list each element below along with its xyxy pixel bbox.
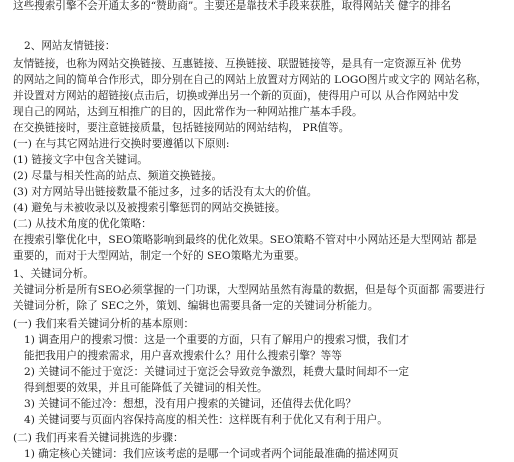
doc-line: 的网站之间的简单合作形式，即分别在自己的网站上放置对方网站的 LOGO图片或文字的 网站名称， [13, 74, 487, 86]
doc-line: 并设置对方网站的超链接(点击后，切换或弹出另一个新的页面)，使得用户可以 从合作网站中发 [13, 90, 459, 102]
subsection-heading: (一) 在与其它网站进行交换时要遵循以下原则: [13, 138, 230, 150]
doc-line: 关键词分析是所有SEO必须掌握的一门功课，大型网站虽然有海量的数据，但是每个页面都 需要进行 [13, 284, 485, 296]
list-item: 1) 确定核心关键词：我们应该考虑的是哪一个词或者两个词能最准确的描述网页 [24, 448, 399, 460]
list-item: (3) 对方网站导出链接数量不能过多，过多的话没有太大的价值。 [13, 186, 318, 198]
list-item-continuation: 能把我用户的搜索需求，用户喜欢搜索什么？用什么搜索引擎？等等 [24, 350, 342, 362]
list-item: 1) 调查用户的搜索习惯：这是一个重要的方面，只有了解用户的搜索习惯，我们才 [24, 334, 410, 346]
doc-line: 友情链接，也称为网站交换链接、互惠链接、互换链接、联盟链接等，是具有一定资源互补 优势 [13, 58, 462, 70]
section-heading: 2、网站友情链接： [24, 40, 116, 52]
section-heading: 1、关键词分析。 [13, 268, 94, 280]
list-item: 3) 关键词不能过冷：想想，没有用户搜索的关键词，还值得去优化吗？ [24, 398, 357, 410]
list-item: (1) 链接文字中包含关键词。 [13, 154, 148, 166]
subsection-heading: (一) 我们来看关键词分析的基本原则： [13, 318, 195, 330]
doc-line: 这些搜索引擎不会开通太多的“赞助商”。主要还是靠技术手段来获胜，取得网站关 健字的排名 [13, 0, 451, 12]
list-item: 4) 关键词要与页面内容保持高度的相关性：这样既有利于优化又有利于用户。 [24, 414, 388, 426]
subsection-heading: (二) 从技术角度的优化策略： [13, 218, 152, 230]
list-item-continuation: 得到想要的效果，并且可能降低了关键词的相关性。 [24, 382, 268, 394]
list-item: 2) 关键词不能过于宽泛：关键词过于宽泛会导致竞争激烈，耗费大量时间却不一定 [24, 366, 410, 378]
doc-line: 在交换链接时，要注意链接质量，包括链接网站的网站结构， PR值等。 [13, 122, 350, 134]
doc-line: 现自己的网站，达到互相推广的目的，因此常作为一种网站推广基本手段。 [13, 106, 363, 118]
doc-line: 在搜索引擎优化中，SEO策略影响到最终的优化效果。SEO策略不管对中小网站还是大型网站 都是 [13, 234, 477, 246]
doc-line: 关键词分析，除了 SEC之外，策划、编辑也需要具备一定的关键词分析能力。 [13, 300, 379, 312]
list-item: (4) 避免与未被收录以及被搜索引擎惩罚的网站交换链接。 [13, 202, 286, 214]
list-item: (2) 尽量与相关性高的站点、频道交换链接。 [13, 170, 223, 182]
doc-line: 重要的，而对于大型网站，制定一个好的 SEO策略尤为重要。 [13, 250, 305, 262]
subsection-heading: (二) 我们再来看关键词挑选的步骤： [13, 432, 184, 444]
